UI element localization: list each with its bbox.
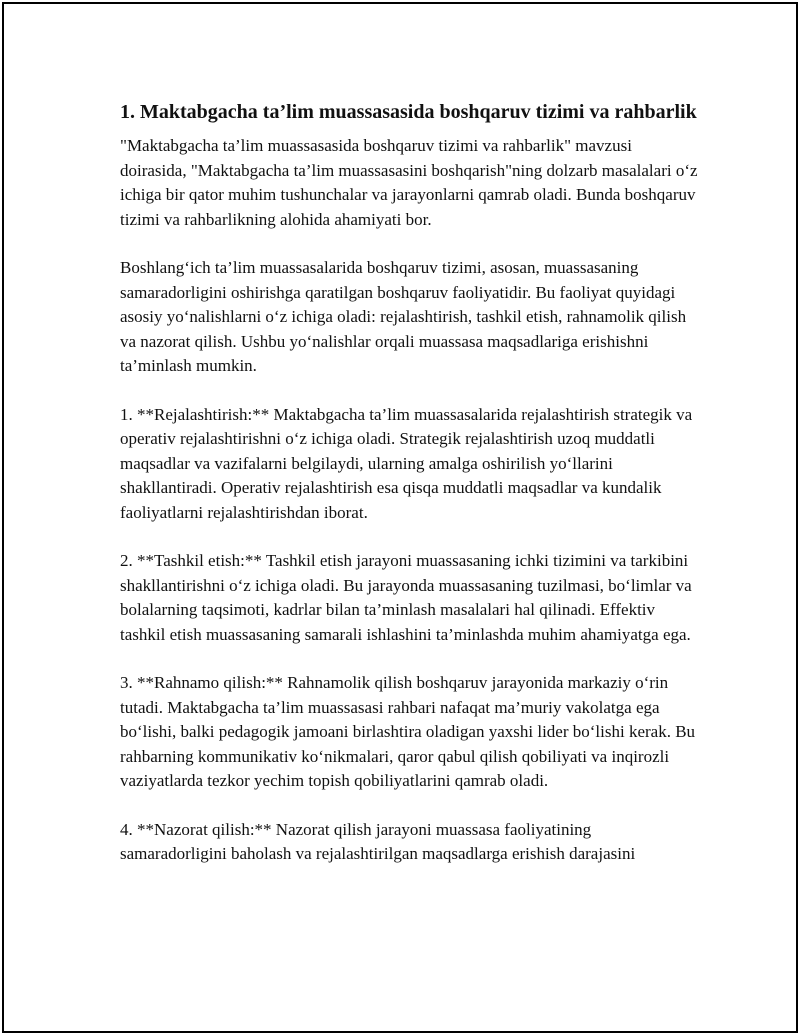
document-body <box>120 98 700 891</box>
planning-paragraph: 1. **Rejalashtirish:** Maktabgacha ta’lim muassasalarida rejalashtirish strategik va operativ rejalashtirishni o‘z ichiga oladi. Strategik rejalashtirish uzoq muddatli maqsadlar va vazifalarni belgilaydi, ularning amalga oshirilish yo‘llarini shakllantiradi. Operativ rejalashtirish esa qisqa muddatli maqsadlar va kundalik faoliyatlarni rejalashtirishdan iborat. <box>120 404 693 522</box>
leadership-paragraph: 3. **Rahnamo qilish:** Rahnamolik qilish boshqaruv jarayonida markaziy o‘rin tutadi. Maktabgacha ta’lim muassasasi rahbari nafaqat ma’muriy vakolatga ega bo‘lishi, balki pedagogik jamoani birlashtira oladigan yaxshi lider bo‘lishi kerak. Bu rahbarning kommunikativ ko‘nikmalari, qaror qabul qilish qobiliyati va inqirozli vaziyatlarda tezkor yechim topish qobiliyatlarini qamrab oladi. <box>120 673 696 790</box>
organizing-paragraph: 2. **Tashkil etish:** Tashkil etish jarayoni muassasaning ichki tizimini va tarkibini shakllantirishni o‘z ichiga oladi. Bu jarayonda muassasaning tuzilmasi, bo‘limlar va bolalarning taqsimoti, kadrlar bilan ta’minlash masalalari hal qilinadi. Effektiv tashkil etish muassasaning samarali ishlashini ta’minlashda muhim ahamiyatga ega. <box>120 551 692 644</box>
section-heading: 1. Maktabgacha ta’lim muassasasida boshqaruv tizimi va rahbarlik <box>120 101 697 123</box>
control-paragraph: 4. **Nazorat qilish:** Nazorat qilish jarayoni muassasa faoliyatining samaradorligini baholash va rejalashtirilgan maqsadlarga erishish darajasini <box>120 819 636 863</box>
intro-paragraph: "Maktabgacha ta’lim muassasasida boshqaruv tizimi va rahbarlik" mavzusi doirasida, "Maktabgacha ta’lim muassasasini boshqarish"ning dolzarb masalalari o‘z ichiga bir qator muhim tushunchalar va jarayonlarni qamrab oladi. Bunda boshqaruv tizimi va rahbarlikning alohida ahamiyati bor. <box>120 136 698 229</box>
management-system-paragraph: Boshlang‘ich ta’lim muassasalarida boshqaruv tizimi, asosan, muassasaning samaradorligini oshirishga qaratilgan boshqaruv faoliyatidir. Bu faoliyat quyidagi asosiy yo‘nalishlarni o‘z ichiga oladi: rejalashtirish, tashkil etish, rahnamolik qilish va nazorat qilish. Ushbu yo‘nalishlar orqali muassasa maqsadlariga erishishni ta’minlash mumkin. <box>120 258 687 375</box>
document-page <box>2 2 798 1033</box>
